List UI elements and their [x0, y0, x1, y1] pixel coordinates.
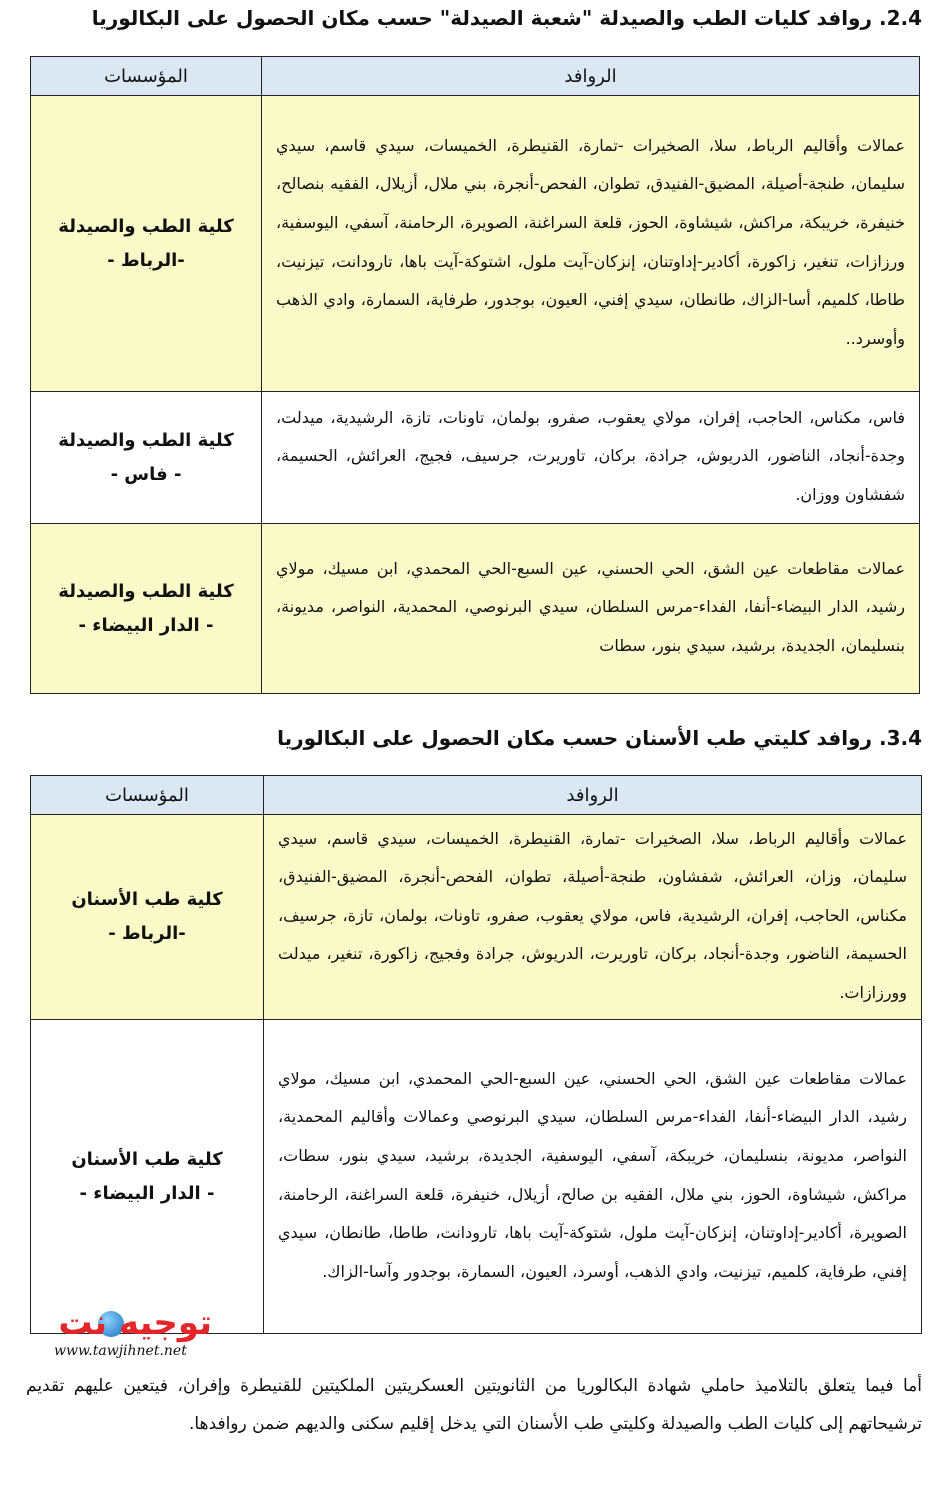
logo-url[interactable]: www.tawjihnet.net: [54, 1343, 187, 1359]
feeders-cell: عمالات مقاطعات عين الشق، الحي الحسني، عين السبع-الحي المحمدي، ابن مسيك، مولاي رشيد، الدار البيضاء-أنفا، الفداء-مرس السلطان، سيدي البرنوصي وعمالات وأقاليم المحمدية، النواصر، مديونة، بنسليمان، خريبكة، آسفي، اليوسفية، الجديدة، برشيد، سيدي بنور، سطات، مراكش، شيشاوة، الحوز، بني ملال، الفقيه بن صالح، أزيلال، خنيفرة، قلعة السراغنة، الرحامنة، الصويرة، أكادير-إداوتنان، إنزكان-آيت ملول، شتوكة-آيت باها، تارودانت، طاطا، طانطان، سيدي إفني، طرفاية، كلميم، تيزنيت، وادي الذهب، أوسرد، العيون، السمارة، بوجدور وآسا-الزاك.: [264, 1020, 922, 1334]
feeders-cell: عمالات وأقاليم الرباط، سلا، الصخيرات -تمارة، القنيطرة، الخميسات، سيدي قاسم، سيدي سليمان، طنجة-أصيلة، المضيق-الفنيدق، تطوان، الفحص-أنجرة، بني ملال، أزيلال، الفقيه بنصالح، خنيفرة، خريبكة، مراكش، شيشاوة، الحوز، قلعة السراغنة، الصويرة، الرحامنة، آسفي، اليوسفية، ورزازات، تنغير، زاكورة، أكادير-إداوتنان، إنزكان-آيت ملول، اشتوكة-آيت باها، تارودانت، تيزنيت، طاطا، كلميم، أسا-الزاك، طانطان، سيدي إفني، العيون، بوجدور، طرفاية، السمارة، وادي الذهب وأوسرد..: [262, 96, 920, 392]
institution-cell: [31, 96, 262, 392]
section-title-dentistry: 3.4. روافد كليتي طب الأسنان حسب مكان الحصول على البكالوريا: [277, 726, 922, 750]
institution-city: -الرباط -: [108, 923, 186, 944]
table-row: [31, 1020, 922, 1334]
table-row: [31, 392, 920, 524]
institution-name: كلية الطب والصيدلة: [58, 215, 234, 237]
table-row: [31, 815, 922, 1020]
institution-city: - فاس -: [110, 463, 182, 485]
institution-cell: [31, 1020, 264, 1334]
institution-cell: [31, 815, 264, 1020]
table-row: [31, 96, 920, 392]
header-feeders: الروافد: [262, 57, 920, 96]
table-row: [31, 524, 920, 694]
footer-paragraph: أما فيما يتعلق بالتلاميذ حاملي شهادة البكالوريا من الثانويتين العسكريتين الملكيتين للقنيطرة وإفران، فيتعين عليهم تقديم ترشيحاتهم إلى كليات الطب والصيدلة وكليتي طب الأسنان التي يدخل إقليم سكنى والديهم ضمن روافدها.: [26, 1376, 922, 1434]
feeders-cell: عمالات وأقاليم الرباط، سلا، الصخيرات -تمارة، القنيطرة، الخميسات، سيدي قاسم، سيدي سليمان، وزان، العرائش، شفشاون، طنجة-أصيلة، تطوان، الفحص-أنجرة، المضيق-الفنيدق، مكناس، الحاجب، إفران، الرشيدية، فاس، مولاي يعقوب، صفرو، تاونات، بولمان، تازة، جرسيف، الحسيمة، الناضور، وجدة-أنجاد، بركان، تاوريرت، الدريوش، جرادة وفجيج، زاكورة، تنغير، ميدلت وورزازات.: [264, 815, 922, 1020]
institution-name: كلية طب الأسنان: [71, 889, 223, 910]
institution-cell: [31, 524, 262, 694]
institution-name: كلية الطب والصيدلة: [58, 580, 234, 602]
institution-city: - الدار البيضاء -: [79, 1182, 215, 1204]
header-feeders: الروافد: [264, 776, 922, 815]
institution-name: كلية الطب والصيدلة: [58, 429, 234, 451]
section-title-pharmacy: 2.4. روافد كليات الطب والصيدلة "شعبة الصيدلة" حسب مكان الحصول على البكالوريا: [91, 6, 922, 30]
pharmacy-feeders-table: [30, 56, 920, 694]
dentistry-feeders-table: [30, 775, 922, 1334]
institution-city: -الرباط -: [107, 249, 185, 271]
header-institutions: المؤسسات: [31, 776, 264, 815]
institution-name: كلية طب الأسنان: [71, 1148, 223, 1170]
header-institutions: المؤسسات: [31, 57, 262, 96]
tawjihnet-logo[interactable]: [42, 1303, 212, 1365]
institution-cell: [31, 392, 262, 524]
institution-city: - الدار البيضاء -: [78, 614, 214, 636]
logo-text: توجيه نت: [58, 1303, 212, 1343]
feeders-cell: فاس، مكناس، الحاجب، إفران، مولاي يعقوب، صفرو، بولمان، تاونات، تازة، الرشيدية، ميدلت، وجدة-أنجاد، الناضور، الدريوش، جرادة، بركان، تاوريرت، جرسيف، فجيج، العرائش، الحسيمة، شفشاون ووزان.: [262, 392, 920, 524]
feeders-cell: عمالات مقاطعات عين الشق، الحي الحسني، عين السبع-الحي المحمدي، ابن مسيك، مولاي رشيد، الدار البيضاء-أنفا، الفداء-مرس السلطان، سيدي البرنوصي، المحمدية، النواصر، مديونة، بنسليمان، الجديدة، برشيد، سيدي بنور، سطات: [262, 524, 920, 694]
